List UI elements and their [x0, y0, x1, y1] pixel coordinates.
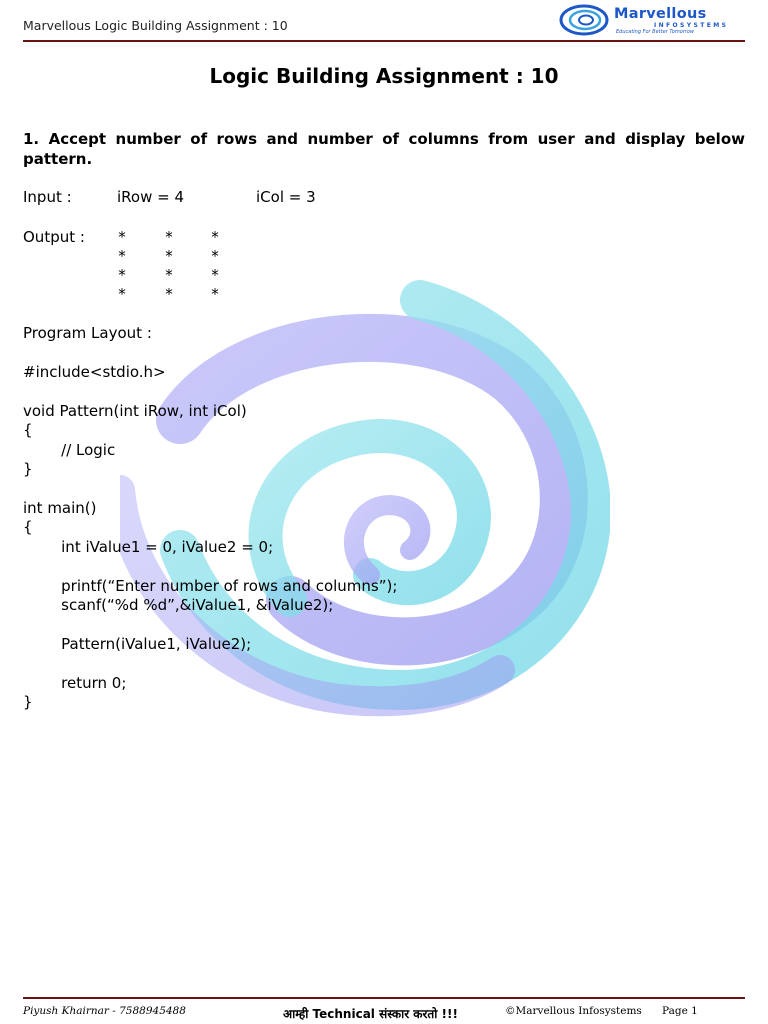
code-pattern-function: void Pattern(int iRow, int iCol) { // Logic }	[23, 402, 247, 479]
header-divider	[23, 40, 745, 42]
footer-divider	[23, 997, 745, 999]
logo-tagline: Educating For Better Tomorrow	[616, 29, 695, 35]
running-header-title: Marvellous Logic Building Assignment : 10	[23, 18, 288, 33]
question-text: 1. Accept number of rows and number of columns from user and display below pattern.	[23, 130, 745, 168]
document-title: Logic Building Assignment : 10	[209, 64, 559, 88]
pattern-cell: *	[165, 266, 173, 284]
pattern-cell: *	[165, 228, 173, 246]
program-layout-heading: Program Layout :	[23, 324, 152, 342]
company-logo	[558, 2, 748, 38]
pattern-cell: *	[118, 285, 126, 303]
input-row-value: iRow = 4	[117, 188, 185, 206]
footer-motto: आम्ही Technical संस्कार करतो !!!	[283, 1007, 458, 1021]
pattern-cell: *	[165, 247, 173, 265]
pattern-cell: *	[211, 228, 219, 246]
code-include-line: #include<stdio.h>	[23, 363, 166, 381]
input-label: Input :	[23, 188, 72, 206]
pattern-cell: *	[211, 247, 219, 265]
pattern-cell: *	[118, 228, 126, 246]
footer-page-number: Page 1	[662, 1005, 698, 1017]
pattern-cell: *	[118, 266, 126, 284]
logo-subtitle: INFOSYSTEMS	[654, 22, 729, 29]
footer-author: Piyush Khairnar - 7588945488	[23, 1005, 186, 1017]
pattern-cell: *	[211, 285, 219, 303]
input-col-value: iCol = 3	[256, 188, 316, 206]
logo-name: Marvellous	[614, 6, 707, 22]
footer-copyright: ©Marvellous Infosystems	[505, 1005, 642, 1017]
pattern-cell: *	[118, 247, 126, 265]
pattern-cell: *	[165, 285, 173, 303]
swirl-logo-icon	[558, 3, 610, 37]
pattern-cell: *	[211, 266, 219, 284]
code-main-function: int main() { int iValue1 = 0, iValue2 = 0; printf(“Enter number of rows and columns”); scanf(“%d %d”,&iValue1, &iValue2); Pattern(iValue1, iValue2); return 0; }	[23, 499, 398, 712]
output-label: Output :	[23, 228, 85, 246]
